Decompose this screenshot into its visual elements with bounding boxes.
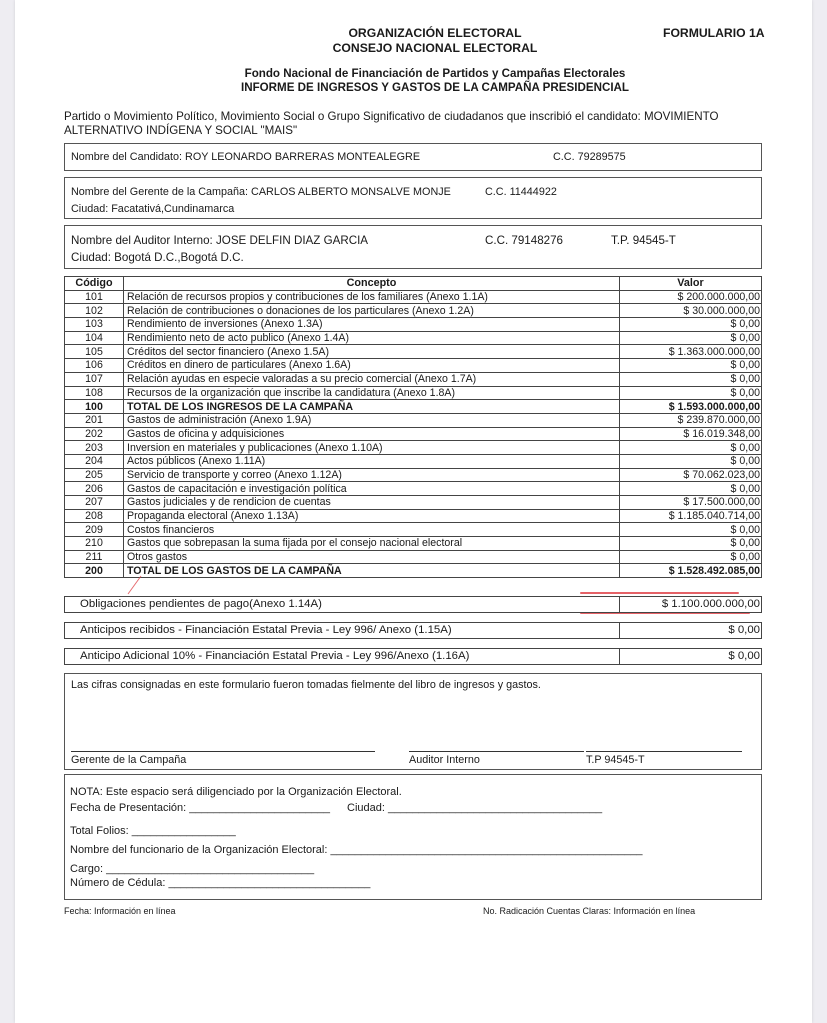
row-value: $ 16.019.348,00 — [620, 427, 762, 441]
document-page — [15, 0, 812, 1023]
certification-statement: Las cifras consignadas en este formulario fueron tomadas fielmente del libro de ingresos y gastos. — [71, 679, 541, 691]
table-header-row — [65, 277, 762, 291]
row-concept: Créditos del sector financiero (Anexo 1.5A) — [124, 345, 620, 359]
row-value: $ 239.870.000,00 — [620, 413, 762, 427]
table-row — [65, 345, 762, 359]
row-value: $ 17.500.000,00 — [620, 496, 762, 510]
column-header-concept: Concepto — [124, 277, 620, 291]
row-code: 102 — [65, 304, 124, 318]
row-concept: Relación de contribuciones o donaciones de los particulares (Anexo 1.2A) — [124, 304, 620, 318]
row-value: $ 30.000.000,00 — [620, 304, 762, 318]
row-concept: Inversion en materiales y publicaciones (Anexo 1.10A) — [124, 441, 620, 455]
table-row — [65, 318, 762, 332]
auditor-box — [64, 225, 762, 269]
table-row — [65, 372, 762, 386]
row-code: 210 — [65, 537, 124, 551]
row-value: $ 1.528.492.085,00 — [620, 564, 762, 578]
row-value: $ 1.363.000.000,00 — [620, 345, 762, 359]
row-value: $ 0,00 — [620, 331, 762, 345]
row-code: 209 — [65, 523, 124, 537]
official-name-field[interactable]: Nombre del funcionario de la Organización Electoral: ___________________________________________________ — [70, 844, 643, 856]
table-total-row — [65, 564, 762, 578]
form-id: FORMULARIO 1A — [663, 26, 765, 40]
row-concept: Gastos de capacitación e investigación política — [124, 482, 620, 496]
row-concept: Rendimiento de inversiones (Anexo 1.3A) — [124, 318, 620, 332]
official-use-box — [64, 774, 762, 900]
auditor-tp-line — [586, 751, 742, 752]
advances-received-label: Anticipos recibidos - Financiación Estatal Previa - Ley 996/ Anexo (1.15A) — [65, 623, 620, 638]
column-header-code: Código — [65, 277, 124, 291]
org-title: ORGANIZACIÓN ELECTORAL — [348, 26, 522, 40]
table-row — [65, 359, 762, 373]
row-code: 107 — [65, 372, 124, 386]
row-value: $ 0,00 — [620, 550, 762, 564]
certification-box — [64, 673, 762, 770]
red-pen-stroke — [125, 574, 145, 596]
row-value: $ 0,00 — [620, 454, 762, 468]
auditor-signature-line — [409, 751, 584, 752]
candidate-cc: C.C. 79289575 — [553, 151, 626, 163]
row-code: 105 — [65, 345, 124, 359]
table-row — [65, 454, 762, 468]
row-value: $ 1.185.040.714,00 — [620, 509, 762, 523]
pending-obligations-label: Obligaciones pendientes de pago(Anexo 1.14A) — [65, 597, 620, 612]
row-code: 206 — [65, 482, 124, 496]
row-code: 205 — [65, 468, 124, 482]
row-value: $ 0,00 — [620, 318, 762, 332]
footer-date: Fecha: Información en línea — [64, 906, 176, 916]
manager-name: Nombre del Gerente de la Campaña: CARLOS ALBERTO MONSALVE MONJE — [71, 186, 451, 198]
row-code: 202 — [65, 427, 124, 441]
row-value: $ 70.062.023,00 — [620, 468, 762, 482]
footer-filing-number: No. Radicación Cuentas Claras: Información en línea — [483, 906, 696, 916]
row-concept: Créditos en dinero de particulares (Anexo 1.6A) — [124, 359, 620, 373]
row-value: $ 0,00 — [620, 537, 762, 551]
pending-obligations-row — [64, 596, 762, 613]
council-title: CONSEJO NACIONAL ELECTORAL — [332, 41, 538, 55]
row-value: $ 0,00 — [620, 386, 762, 400]
manager-signature-line — [71, 751, 375, 752]
table-row — [65, 482, 762, 496]
table-row — [65, 468, 762, 482]
table-row — [65, 331, 762, 345]
row-concept: Recursos de la organización que inscribe la candidatura (Anexo 1.8A) — [124, 386, 620, 400]
manager-cc: C.C. 11444922 — [485, 186, 557, 198]
table-row — [65, 413, 762, 427]
row-value: $ 0,00 — [620, 372, 762, 386]
manager-signature-label: Gerente de la Campaña — [71, 754, 187, 766]
auditor-tp-label: T.P 94545-T — [586, 754, 645, 766]
table-row — [65, 290, 762, 304]
candidate-name: Nombre del Candidato: ROY LEONARDO BARRERAS MONTEALEGRE — [71, 151, 421, 163]
row-concept: Gastos de oficina y adquisiciones — [124, 427, 620, 441]
row-concept: Relación ayudas en especie valoradas a su precio comercial (Anexo 1.7A) — [124, 372, 620, 386]
party-line-1: Partido o Movimiento Político, Movimiento Social o Grupo Significativo de ciudadanos que inscribió el candidato: MOVIMIENTO — [64, 110, 719, 123]
row-concept: Servicio de transporte y correo (Anexo 1.12A) — [124, 468, 620, 482]
row-code: 106 — [65, 359, 124, 373]
id-number-field[interactable]: Número de Cédula: _________________________________ — [70, 877, 371, 889]
row-code: 204 — [65, 454, 124, 468]
row-concept: TOTAL DE LOS GASTOS DE LA CAMPAÑA — [124, 564, 620, 578]
table-row — [65, 537, 762, 551]
row-value: $ 0,00 — [620, 359, 762, 373]
row-code: 203 — [65, 441, 124, 455]
row-concept: Gastos que sobrepasan la suma fijada por el consejo nacional electoral — [124, 537, 620, 551]
city-field[interactable]: Ciudad: ___________________________________ — [347, 802, 603, 814]
auditor-cc: C.C. 79148276 — [485, 234, 563, 247]
pending-obligations-value: $ 1.100.000.000,00 — [661, 598, 760, 610]
table-row — [65, 523, 762, 537]
row-value: $ 200.000.000,00 — [620, 290, 762, 304]
manager-city: Ciudad: Facatativá,Cundinamarca — [71, 203, 235, 215]
row-code: 101 — [65, 290, 124, 304]
table-row — [65, 441, 762, 455]
row-code: 211 — [65, 550, 124, 564]
table-row — [65, 550, 762, 564]
row-code: 200 — [65, 564, 124, 578]
additional-advance-row — [64, 648, 762, 665]
row-code: 208 — [65, 509, 124, 523]
manager-box — [64, 177, 762, 219]
total-folios-field[interactable]: Total Folios: _________________ — [70, 825, 236, 837]
table-row — [65, 304, 762, 318]
row-value: $ 0,00 — [620, 482, 762, 496]
row-code: 207 — [65, 496, 124, 510]
column-header-value: Valor — [620, 277, 762, 291]
row-concept: TOTAL DE LOS INGRESOS DE LA CAMPAÑA — [124, 400, 620, 414]
income-expense-table — [64, 276, 762, 578]
row-value: $ 1.593.000.000,00 — [620, 400, 762, 414]
fund-title: Fondo Nacional de Financiación de Partidos y Campañas Electorales — [244, 67, 626, 80]
row-code: 100 — [65, 400, 124, 414]
additional-advance-label: Anticipo Adicional 10% - Financiación Estatal Previa - Ley 996/Anexo (1.16A) — [65, 649, 620, 664]
report-title: INFORME DE INGRESOS Y GASTOS DE LA CAMPAÑA PRESIDENCIAL — [240, 81, 629, 94]
presentation-date-field[interactable]: Fecha de Presentación: _______________________ — [70, 802, 330, 814]
table-row — [65, 496, 762, 510]
advances-received-value: $ 0,00 — [728, 624, 760, 636]
table-row — [65, 427, 762, 441]
candidate-box — [64, 143, 762, 171]
row-concept: Propaganda electoral (Anexo 1.13A) — [124, 509, 620, 523]
row-concept: Gastos judiciales y de rendicion de cuentas — [124, 496, 620, 510]
party-line-2: ALTERNATIVO INDÍGENA Y SOCIAL "MAIS" — [64, 124, 298, 137]
table-total-row — [65, 400, 762, 414]
advances-received-row — [64, 622, 762, 639]
row-concept: Relación de recursos propios y contribuciones de los familiares (Anexo 1.1A) — [124, 290, 620, 304]
row-value: $ 0,00 — [620, 523, 762, 537]
auditor-name: Nombre del Auditor Interno: JOSE DELFIN DIAZ GARCIA — [71, 234, 369, 247]
additional-advance-value: $ 0,00 — [728, 650, 760, 662]
row-concept: Rendimiento neto de acto publico (Anexo 1.4A) — [124, 331, 620, 345]
row-concept: Gastos de administración (Anexo 1.9A) — [124, 413, 620, 427]
row-code: 201 — [65, 413, 124, 427]
row-concept: Costos financieros — [124, 523, 620, 537]
row-code: 108 — [65, 386, 124, 400]
table-row — [65, 509, 762, 523]
row-code: 104 — [65, 331, 124, 345]
red-underline-total-expenses — [580, 592, 739, 594]
auditor-signature-label: Auditor Interno — [409, 754, 480, 766]
official-note: NOTA: Este espacio será diligenciado por la Organización Electoral. — [70, 786, 402, 798]
table-row — [65, 386, 762, 400]
position-field[interactable]: Cargo: __________________________________ — [70, 863, 315, 875]
row-code: 103 — [65, 318, 124, 332]
auditor-tp: T.P. 94545-T — [611, 234, 676, 247]
auditor-city: Ciudad: Bogotá D.C.,Bogotá D.C. — [71, 251, 244, 264]
row-concept: Actos públicos (Anexo 1.11A) — [124, 454, 620, 468]
row-value: $ 0,00 — [620, 441, 762, 455]
row-concept: Otros gastos — [124, 550, 620, 564]
